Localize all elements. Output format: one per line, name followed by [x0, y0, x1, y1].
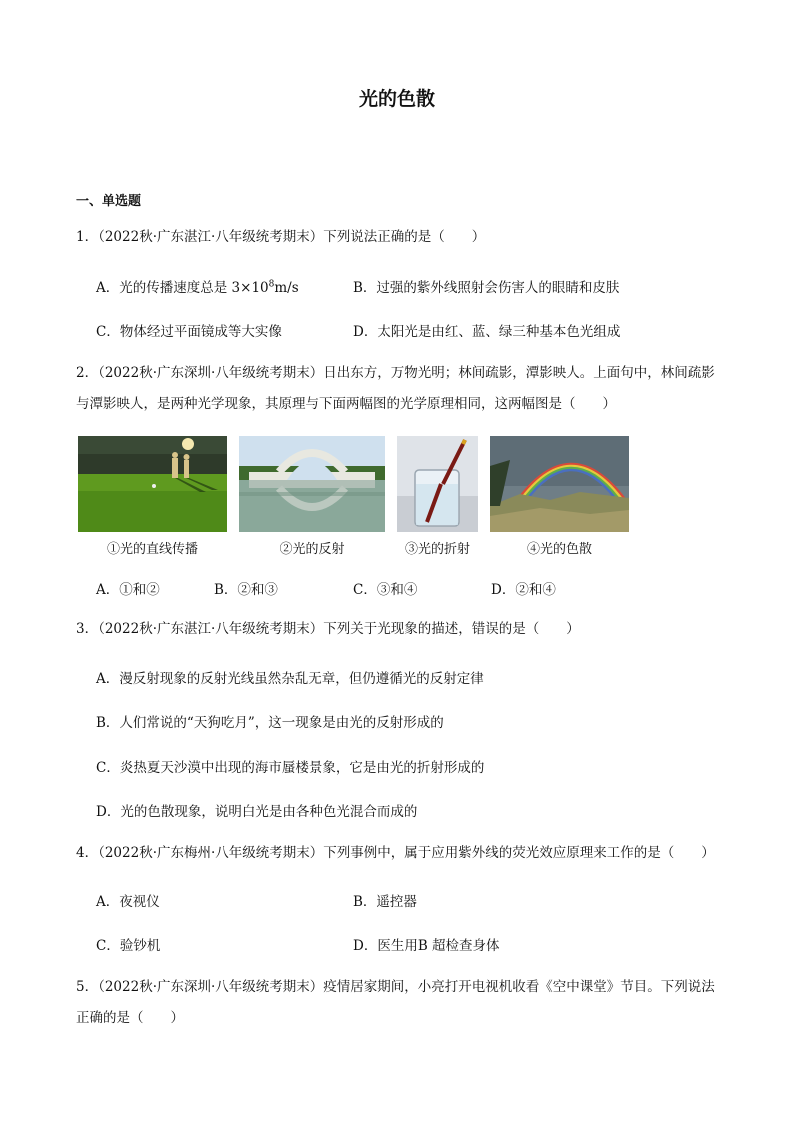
question-1-option-a [96, 276, 299, 296]
question-2-stem: 2．（2022秋·广东深圳·八年级统考期末）日出东方，万物光明；林间疏影，潭影映人。上面句中，林间疏影与潭影映人，是两种光学现象，其原理与下面两幅图的光学原理相同，这两幅图是（ ） [76, 365, 715, 412]
question-1-option-b: B．过强的紫外线照射会伤害人的眼睛和皮肤 [353, 280, 620, 296]
question-4-option-c: C．验钞机 [96, 938, 161, 954]
page-title: 光的色散 [358, 88, 435, 110]
caption-reflection: ②光的反射 [279, 542, 345, 557]
question-4-option-a: A．夜视仪 [96, 894, 160, 910]
question-4-option-d: D．医生用B 超检查身体 [353, 938, 500, 954]
question-1-option-c: C．物体经过平面镜成等大实像 [96, 324, 282, 340]
question-2-option-b: B．②和③ [214, 582, 278, 598]
question-1-option-d: D．太阳光是由红、蓝、绿三种基本色光组成 [353, 324, 621, 340]
question-4-stem: 4．（2022秋·广东梅州·八年级统考期末）下列事例中，属于应用紫外线的荧光效应原理来工作的是（ ） [76, 845, 715, 861]
question-2-option-a: A．①和② [96, 582, 160, 598]
reflection-bridge-photo [239, 436, 385, 532]
question-2-option-c: C．③和④ [353, 582, 418, 598]
question-3-option-d: D．光的色散现象，说明白光是由各种色光混合而成的 [96, 804, 418, 820]
refraction-glass-photo [397, 436, 478, 532]
option-a-text: A．光的传播速度总是 3×10 [96, 280, 269, 296]
straight-line-propagation-photo [78, 436, 227, 532]
option-a-exponent: 8 [268, 279, 275, 290]
option-a-unit: m/s [274, 280, 299, 296]
question-3-option-c: C．炎热夏天沙漠中出现的海市蜃楼景象，它是由光的折射形成的 [96, 760, 485, 776]
question-3-option-b: B．人们常说的“天狗吃月”，这一现象是由光的反射形成的 [96, 715, 444, 731]
caption-refraction: ③光的折射 [404, 542, 470, 557]
caption-dispersion: ④光的色散 [526, 542, 592, 557]
question-3-option-a: A．漫反射现象的反射光线虽然杂乱无章，但仍遵循光的反射定律 [96, 671, 484, 687]
question-3-stem: 3．（2022秋·广东湛江·八年级统考期末）下列关于光现象的描述，错误的是（ ） [76, 621, 580, 637]
question-4-option-b: B．遥控器 [353, 894, 417, 910]
question-5-stem: 5．（2022秋·广东深圳·八年级统考期末）疫情居家期间，小亮打开电视机收看《空中课堂》节目。下列说法正确的是（ ） [76, 979, 715, 1026]
caption-straight-line: ①光的直线传播 [106, 542, 198, 557]
question-1-stem: 1．（2022秋·广东湛江·八年级统考期末）下列说法正确的是（ ） [76, 229, 486, 245]
question-2-option-d: D．②和④ [491, 582, 556, 598]
dispersion-rainbow-photo [490, 436, 629, 532]
section-heading: 一、单选题 [76, 194, 142, 209]
